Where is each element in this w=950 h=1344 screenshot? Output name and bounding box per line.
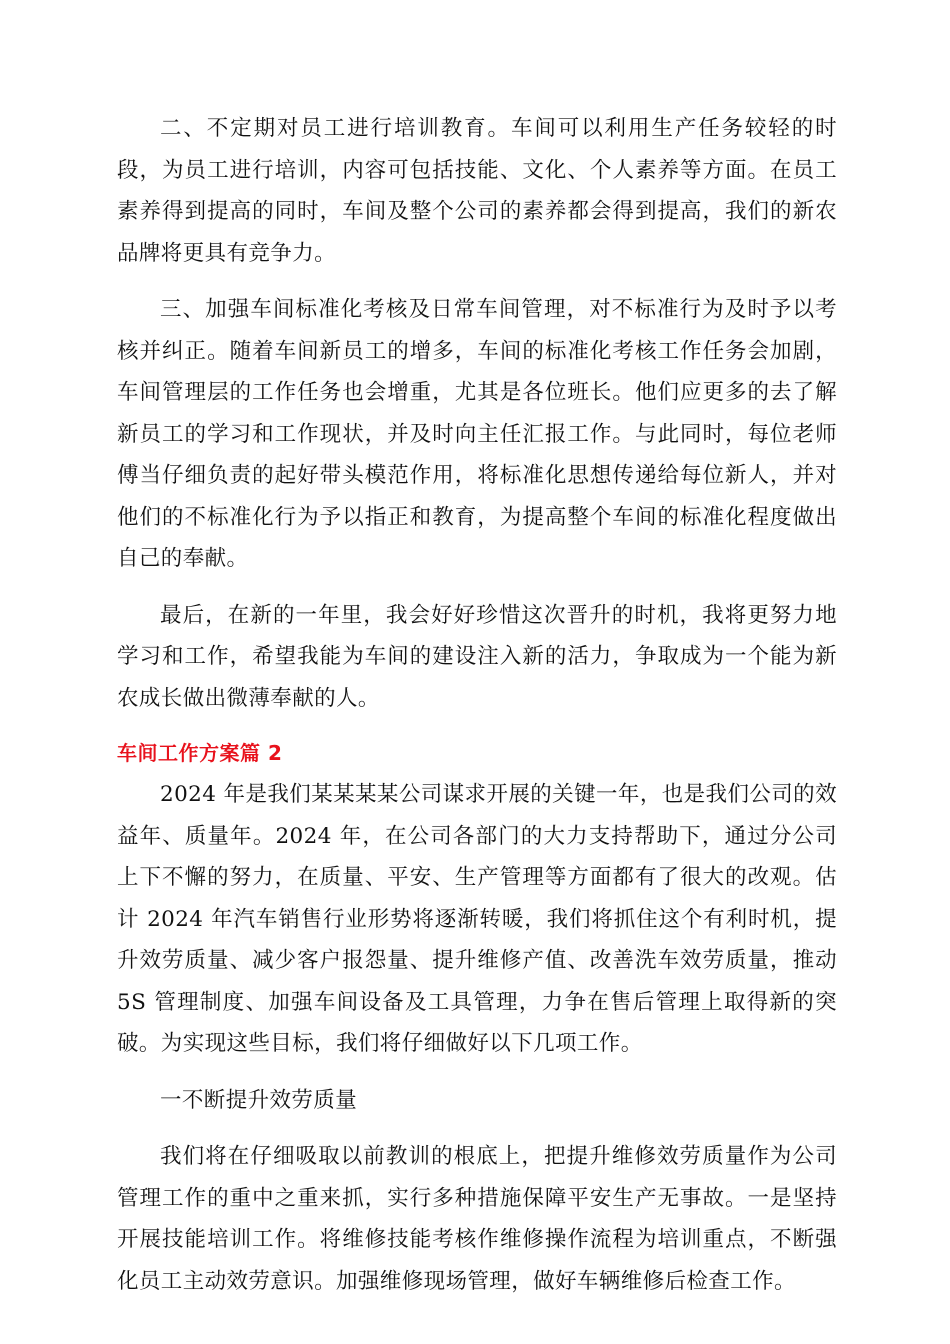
paragraph-service-quality: 我们将在仔细吸取以前教训的根底上，把提升维修效劳质量作为公司管理工作的重中之重来抓，实行多种措施保障平安生产无事故。一是坚持开展技能培训工作。将维修技能考核作维修操作流程为培训重点，不断强化员工主动效劳意识。加强维修现场管理，做好车辆维修后检查工作。 <box>117 1144 837 1294</box>
paragraph-subheading-quality: 一不断提升效劳质量 <box>160 1087 358 1113</box>
document-page <box>117 108 837 1302</box>
paragraph-training: 二、不定期对员工进行培训教育。车间可以利用生产任务较轻的时段，为员工进行培训，内容可包括技能、文化、个人素养等方面。在员工素养得到提高的同时，车间及整个公司的素养都会得到提高，我们的新农品牌将更具有竞争力。 <box>117 116 837 266</box>
paragraph-conclusion: 最后，在新的一年里，我会好好珍惜这次晋升的时机，我将更努力地学习和工作，希望我能为车间的建设注入新的活力，争取成为一个能为新农成长做出微薄奉献的人。 <box>117 602 837 711</box>
paragraph-standardization: 三、加强车间标准化考核及日常车间管理，对不标准行为及时予以考核并纠正。随着车间新员工的增多，车间的标准化考核工作任务会加剧，车间管理层的工作任务也会增重，尤其是各位班长。他们应更多的去了解新员工的学习和工作现状，并及时向主任汇报工作。与此同时，每位老师傅当仔细负责的起好带头模范作用，将标准化思想传递给每位新人，并对他们的不标准化行为予以指正和教育，为提高整个车间的标准化程度做出自己的奉献。 <box>117 297 837 571</box>
section-heading: 车间工作方案篇 2 <box>117 741 283 765</box>
paragraph-intro-2024: 2024 年是我们某某某某公司谋求开展的关键一年，也是我们公司的效益年、质量年。2024 年，在公司各部门的大力支持帮助下，通过分公司上下不懈的努力，在质量、平安、生产管理等方面都有了很大的改观。估计 2024 年汽车销售行业形势将逐渐转暖，我们将抓住这个有利时机，提升效劳质量、减少客户报怨量、提升维修产值、改善洗车效劳质量，推动 5S 管理制度、加强车间设备及工具管理，力争在售后管理上取得新的突破。为实现这些目标，我们将仔细做好以下几项工作。 <box>117 782 837 1056</box>
